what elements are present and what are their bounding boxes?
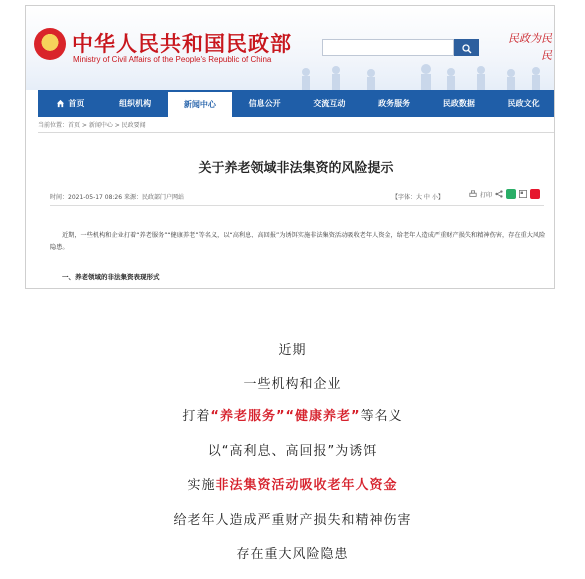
- nav-item-organization[interactable]: 组织机构: [119, 99, 152, 108]
- nav-item-civil-culture[interactable]: 民政文化: [507, 99, 540, 108]
- poem-text: 实施: [187, 478, 216, 493]
- poem-line-2: 一些机构和企业: [243, 377, 342, 392]
- poem-line-3: [0, 405, 585, 424]
- site-subtitle: Ministry of Civil Affairs of the People's Republic of China: [73, 55, 272, 64]
- article-meta: 时间：2021-05-17 08:26 来源：民政部门户网站: [50, 194, 184, 201]
- nav-item-info-disclosure[interactable]: 信息公开: [248, 99, 281, 108]
- article-title: 关于养老领域非法集资的风险提示: [198, 161, 394, 176]
- section-heading: 一、养老领域的非法集资表现形式: [62, 273, 160, 281]
- nav-item-news-center[interactable]: 新闻中心: [168, 90, 233, 117]
- poem-text: 打着: [182, 409, 211, 424]
- nav-item-gov-services[interactable]: 政务服务: [378, 99, 411, 108]
- font-size-switcher[interactable]: 【字体：大 中 小】: [392, 194, 444, 201]
- national-emblem-icon: ★: [34, 28, 66, 60]
- poem-line-7: 存在重大风险隐患: [236, 547, 349, 562]
- calligraphy-slogan: 民政为民 民: [508, 32, 552, 62]
- nav-item-interaction[interactable]: 交流互动: [313, 99, 346, 108]
- search-button[interactable]: [454, 39, 479, 56]
- print-link[interactable]: 打印: [480, 191, 493, 199]
- article-screenshot: [25, 5, 555, 289]
- poem-line-5: [0, 474, 585, 493]
- wechat-share-icon[interactable]: [506, 189, 516, 199]
- site-header: [26, 6, 554, 90]
- search-input[interactable]: [322, 39, 454, 56]
- poem-line-4: 以“高利息、高回报”为诱饵: [207, 444, 378, 459]
- meta-divider: [50, 205, 544, 206]
- poem-line-1: 近期: [278, 343, 307, 358]
- nav-item-label: 首页: [68, 99, 85, 108]
- poem-text: 等名义: [360, 409, 403, 424]
- print-icon[interactable]: [469, 190, 477, 198]
- breadcrumb[interactable]: 当前位置：首页 > 新闻中心 > 民政要闻: [38, 122, 146, 129]
- site-title: 中华人民共和国民政部: [72, 32, 292, 56]
- home-icon: [56, 99, 65, 108]
- search-icon: [462, 44, 472, 54]
- people-silhouette-banner: [276, 62, 555, 90]
- poem-highlight: “养老服务”“健康养老”: [210, 409, 361, 424]
- article-paragraph: 近期，一些机构和企业打着“养老服务”“健康养老”等名义，以“高利息、高回报”为诱饵实施非法集资活动吸收老年人资金，给老年人造成严重财产损失和精神伤害，存在重大风险隐患。: [50, 232, 546, 251]
- weibo-share-icon[interactable]: [530, 189, 540, 199]
- article-body: [38, 132, 554, 289]
- poem-line-6: 给老年人造成严重财产损失和精神伤害: [173, 513, 412, 528]
- poem-highlight: 非法集资活动吸收老年人资金: [215, 478, 398, 493]
- main-navigation: [38, 90, 555, 117]
- qr-code-icon[interactable]: [519, 190, 527, 198]
- article-tools: [469, 189, 540, 199]
- nav-item-home[interactable]: [38, 90, 103, 117]
- nav-item-civil-data[interactable]: 民政数据: [442, 99, 475, 108]
- share-icon[interactable]: [495, 190, 503, 198]
